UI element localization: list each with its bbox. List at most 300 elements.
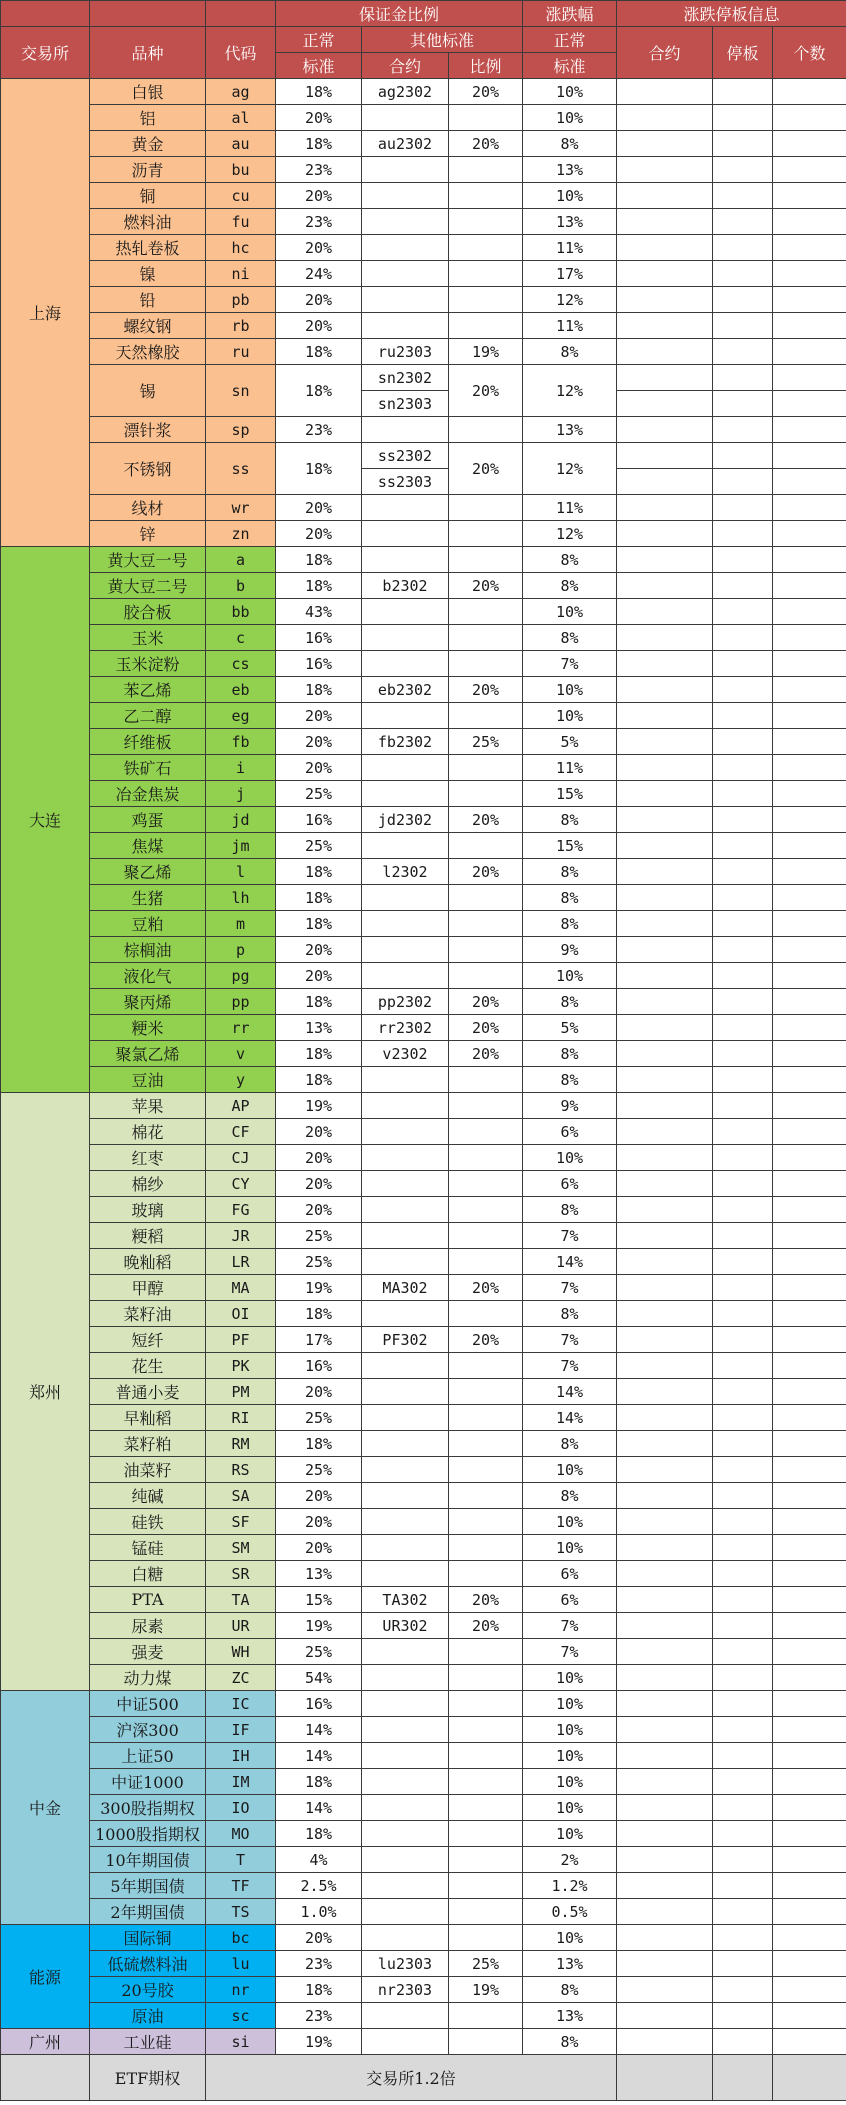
other-contract: TA302 [362,1587,449,1613]
info-contract [617,807,713,833]
info-contract [617,1561,713,1587]
other-ratio [449,937,523,963]
variety-name: 1000股指期权 [90,1821,206,1847]
table-row [1,755,846,781]
variety-code: UR [206,1613,276,1639]
margin-standard: 18% [276,443,362,495]
variety-code: MA [206,1275,276,1301]
info-halt [713,1379,773,1405]
info-count [773,131,846,157]
limit-standard: 12% [523,287,617,313]
other-ratio [449,1509,523,1535]
variety-name: 铁矿石 [90,755,206,781]
other-ratio: 20% [449,1613,523,1639]
info-count [773,1275,846,1301]
info-contract [617,1145,713,1171]
variety-code: wr [206,495,276,521]
limit-standard: 8% [523,339,617,365]
margin-standard: 20% [276,703,362,729]
info-halt [713,209,773,235]
margin-standard: 20% [276,1379,362,1405]
info-contract [617,1847,713,1873]
info-halt [713,1717,773,1743]
limit-standard: 10% [523,1535,617,1561]
info-contract [617,1925,713,1951]
other-contract [362,1457,449,1483]
info-halt [713,547,773,573]
variety-code: RI [206,1405,276,1431]
margin-standard: 25% [276,1249,362,1275]
limit-standard: 7% [523,1639,617,1665]
other-ratio [449,1171,523,1197]
table-row [1,1561,846,1587]
info-count [773,365,846,391]
other-ratio [449,703,523,729]
table-row [1,1145,846,1171]
info-halt [713,703,773,729]
other-ratio [449,1379,523,1405]
info-count [773,1717,846,1743]
margin-standard: 43% [276,599,362,625]
info-halt [713,677,773,703]
info-halt [713,105,773,131]
info-halt [713,1483,773,1509]
info-halt [713,833,773,859]
other-ratio [449,1899,523,1925]
info-count [773,1821,846,1847]
info-count [773,1873,846,1899]
limit-standard: 11% [523,235,617,261]
table-row [1,417,846,443]
limit-standard: 8% [523,2029,617,2055]
other-ratio: 20% [449,1041,523,1067]
info-count [773,1223,846,1249]
variety-code: TF [206,1873,276,1899]
variety-name: 红枣 [90,1145,206,1171]
other-contract [362,1249,449,1275]
margin-standard: 54% [276,1665,362,1691]
margin-standard: 18% [276,79,362,105]
info-count [773,755,846,781]
info-halt [713,1899,773,1925]
limit-standard: 8% [523,573,617,599]
variety-name: 国际铜 [90,1925,206,1951]
other-contract: UR302 [362,1613,449,1639]
limit-standard: 13% [523,157,617,183]
info-halt [713,1223,773,1249]
variety-code: b [206,573,276,599]
info-halt [713,1119,773,1145]
info-halt [713,1795,773,1821]
margin-standard: 23% [276,417,362,443]
table-row [1,911,846,937]
info-contract [617,1067,713,1093]
other-contract [362,1717,449,1743]
other-ratio [449,1925,523,1951]
other-ratio: 20% [449,573,523,599]
info-halt [713,807,773,833]
table-row [1,1093,846,1119]
header-blank-2 [90,1,206,27]
variety-name: 棉纱 [90,1171,206,1197]
other-contract: MA302 [362,1275,449,1301]
table-row [1,1197,846,1223]
info-count [773,261,846,287]
info-count [773,1041,846,1067]
info-count [773,781,846,807]
exchange-name: 能源 [1,1925,90,2029]
info-count [773,339,846,365]
info-count [773,1483,846,1509]
variety-name: 普通小麦 [90,1379,206,1405]
info-halt [713,313,773,339]
info-count [773,1119,846,1145]
margin-standard: 20% [276,521,362,547]
other-contract [362,1847,449,1873]
info-halt [713,1405,773,1431]
other-contract [362,313,449,339]
table-row [1,1015,846,1041]
limit-standard: 2% [523,1847,617,1873]
other-contract [362,833,449,859]
info-contract [617,625,713,651]
variety-code: RM [206,1431,276,1457]
info-count [773,1249,846,1275]
info-count [773,2029,846,2055]
info-halt [713,131,773,157]
header-limit-normal: 正常 [523,27,617,53]
header-normal: 正常 [276,27,362,53]
variety-code: PF [206,1327,276,1353]
margin-standard: 20% [276,1925,362,1951]
info-count [773,625,846,651]
info-contract [617,287,713,313]
table-row [1,1431,846,1457]
other-contract [362,911,449,937]
margin-standard: 20% [276,1509,362,1535]
other-contract: lu2303 [362,1951,449,1977]
other-contract: ss2302 [362,443,449,469]
other-ratio [449,1197,523,1223]
variety-name: 胶合板 [90,599,206,625]
info-count [773,79,846,105]
info-count [773,911,846,937]
variety-code: CF [206,1119,276,1145]
info-count [773,1405,846,1431]
info-contract [617,859,713,885]
variety-code: lu [206,1951,276,1977]
variety-name: 锰硅 [90,1535,206,1561]
variety-name: 300股指期权 [90,1795,206,1821]
variety-name: 中证1000 [90,1769,206,1795]
limit-standard: 10% [523,1717,617,1743]
limit-standard: 6% [523,1561,617,1587]
margin-standard: 23% [276,209,362,235]
variety-code: al [206,105,276,131]
limit-standard: 17% [523,261,617,287]
other-ratio [449,1717,523,1743]
other-contract: jd2302 [362,807,449,833]
info-halt [713,911,773,937]
table-row [1,1301,846,1327]
table-row [1,521,846,547]
other-contract [362,183,449,209]
info-count [773,2003,846,2029]
limit-standard: 8% [523,1301,617,1327]
info-halt [713,157,773,183]
footer-info-contract [617,2055,713,2101]
info-contract [617,1665,713,1691]
other-ratio: 25% [449,1951,523,1977]
info-halt [713,1145,773,1171]
info-contract [617,1535,713,1561]
other-contract [362,235,449,261]
variety-name: 苯乙烯 [90,677,206,703]
other-contract [362,1795,449,1821]
info-contract [617,131,713,157]
variety-code: ag [206,79,276,105]
info-halt [713,1925,773,1951]
info-contract [617,1743,713,1769]
header-limit: 涨跌幅 [523,1,617,27]
info-count [773,547,846,573]
table-row [1,261,846,287]
info-contract [617,1301,713,1327]
variety-code: T [206,1847,276,1873]
other-ratio [449,1119,523,1145]
table-row [1,1951,846,1977]
table-row [1,339,846,365]
limit-standard: 6% [523,1171,617,1197]
margin-standard: 20% [276,729,362,755]
margin-standard: 20% [276,963,362,989]
other-contract [362,1691,449,1717]
variety-name: 花生 [90,1353,206,1379]
other-ratio [449,1561,523,1587]
header-code: 代码 [206,27,276,79]
info-halt [713,1691,773,1717]
info-halt [713,339,773,365]
variety-code: JR [206,1223,276,1249]
info-halt [713,937,773,963]
table-row [1,287,846,313]
other-contract [362,1223,449,1249]
info-contract [617,469,713,495]
variety-code: WH [206,1639,276,1665]
info-contract [617,1509,713,1535]
variety-name: 晚籼稻 [90,1249,206,1275]
limit-standard: 10% [523,677,617,703]
info-halt [713,755,773,781]
table-row [1,1587,846,1613]
info-halt [713,599,773,625]
margin-standard: 18% [276,677,362,703]
other-ratio [449,417,523,443]
info-count [773,937,846,963]
info-halt [713,573,773,599]
info-contract [617,1405,713,1431]
limit-standard: 10% [523,79,617,105]
info-contract [617,547,713,573]
info-halt [713,417,773,443]
info-contract [617,1717,713,1743]
variety-code: sp [206,417,276,443]
margin-standard: 13% [276,1561,362,1587]
margin-standard: 25% [276,833,362,859]
margin-standard: 18% [276,1301,362,1327]
variety-code: PM [206,1379,276,1405]
table-row [1,131,846,157]
other-contract: rr2302 [362,1015,449,1041]
limit-standard: 8% [523,1431,617,1457]
margin-standard: 25% [276,1639,362,1665]
info-count [773,1067,846,1093]
margin-standard: 1.0% [276,1899,362,1925]
limit-standard: 7% [523,1223,617,1249]
variety-name: 螺纹钢 [90,313,206,339]
other-contract [362,1379,449,1405]
info-contract [617,963,713,989]
limit-standard: 14% [523,1249,617,1275]
variety-name: 漂针浆 [90,417,206,443]
header-contract: 合约 [362,53,449,79]
variety-name: 苹果 [90,1093,206,1119]
other-contract [362,2029,449,2055]
info-contract [617,339,713,365]
info-halt [713,1561,773,1587]
limit-standard: 10% [523,105,617,131]
other-ratio [449,781,523,807]
other-contract: ss2303 [362,469,449,495]
other-contract [362,1743,449,1769]
variety-code: au [206,131,276,157]
info-halt [713,1249,773,1275]
variety-code: CY [206,1171,276,1197]
variety-code: p [206,937,276,963]
variety-code: jd [206,807,276,833]
info-halt [713,235,773,261]
info-count [773,1509,846,1535]
variety-name: 硅铁 [90,1509,206,1535]
variety-code: y [206,1067,276,1093]
limit-standard: 10% [523,1743,617,1769]
margin-standard: 14% [276,1795,362,1821]
info-contract [617,417,713,443]
other-ratio [449,911,523,937]
limit-standard: 6% [523,1119,617,1145]
variety-name: 热轧卷板 [90,235,206,261]
table-row [1,2003,846,2029]
table-row [1,1535,846,1561]
info-count [773,287,846,313]
info-count [773,1743,846,1769]
other-ratio [449,1145,523,1171]
info-contract [617,1379,713,1405]
other-ratio [449,1847,523,1873]
info-contract [617,313,713,339]
variety-code: OI [206,1301,276,1327]
variety-code: IF [206,1717,276,1743]
limit-standard: 8% [523,1067,617,1093]
exchange-name: 中金 [1,1691,90,1925]
other-ratio [449,287,523,313]
table-row [1,313,846,339]
limit-standard: 10% [523,1821,617,1847]
other-contract [362,781,449,807]
other-contract [362,1145,449,1171]
margin-standard: 18% [276,547,362,573]
other-ratio [449,313,523,339]
info-count [773,599,846,625]
variety-code: MO [206,1821,276,1847]
variety-code: AP [206,1093,276,1119]
footer-note: 交易所1.2倍 [206,2055,617,2101]
info-contract [617,1457,713,1483]
table-row [1,1717,846,1743]
table-row [1,937,846,963]
margin-standard: 20% [276,1145,362,1171]
other-contract: au2302 [362,131,449,157]
variety-code: ZC [206,1665,276,1691]
table-row [1,781,846,807]
info-count [773,1301,846,1327]
header-margin-ratio: 保证金比例 [276,1,523,27]
margin-standard: 18% [276,989,362,1015]
limit-standard: 8% [523,131,617,157]
other-contract: ru2303 [362,339,449,365]
variety-name: 生猪 [90,885,206,911]
other-contract [362,1769,449,1795]
info-count [773,1795,846,1821]
limit-standard: 8% [523,885,617,911]
header-exchange: 交易所 [1,27,90,79]
variety-code: sc [206,2003,276,2029]
info-contract [617,391,713,417]
info-halt [713,859,773,885]
limit-standard: 10% [523,1795,617,1821]
info-halt [713,625,773,651]
info-count [773,989,846,1015]
limit-standard: 10% [523,703,617,729]
limit-standard: 8% [523,547,617,573]
margin-standard: 18% [276,131,362,157]
info-halt [713,2003,773,2029]
margin-standard: 18% [276,573,362,599]
table-row [1,365,846,391]
info-halt [713,781,773,807]
margin-standard: 19% [276,1275,362,1301]
other-ratio: 19% [449,339,523,365]
variety-name: 线材 [90,495,206,521]
margin-standard: 25% [276,1405,362,1431]
limit-standard: 8% [523,1041,617,1067]
info-count [773,1977,846,2003]
info-contract [617,1275,713,1301]
table-row [1,1873,846,1899]
other-contract [362,1353,449,1379]
info-contract [617,573,713,599]
margin-standard: 17% [276,1327,362,1353]
header-info-count: 个数 [773,27,846,79]
limit-standard: 6% [523,1587,617,1613]
limit-standard: 8% [523,1197,617,1223]
variety-name: 原油 [90,2003,206,2029]
other-ratio [449,1457,523,1483]
variety-code: RS [206,1457,276,1483]
variety-code: bb [206,599,276,625]
other-ratio [449,599,523,625]
table-row [1,1743,846,1769]
